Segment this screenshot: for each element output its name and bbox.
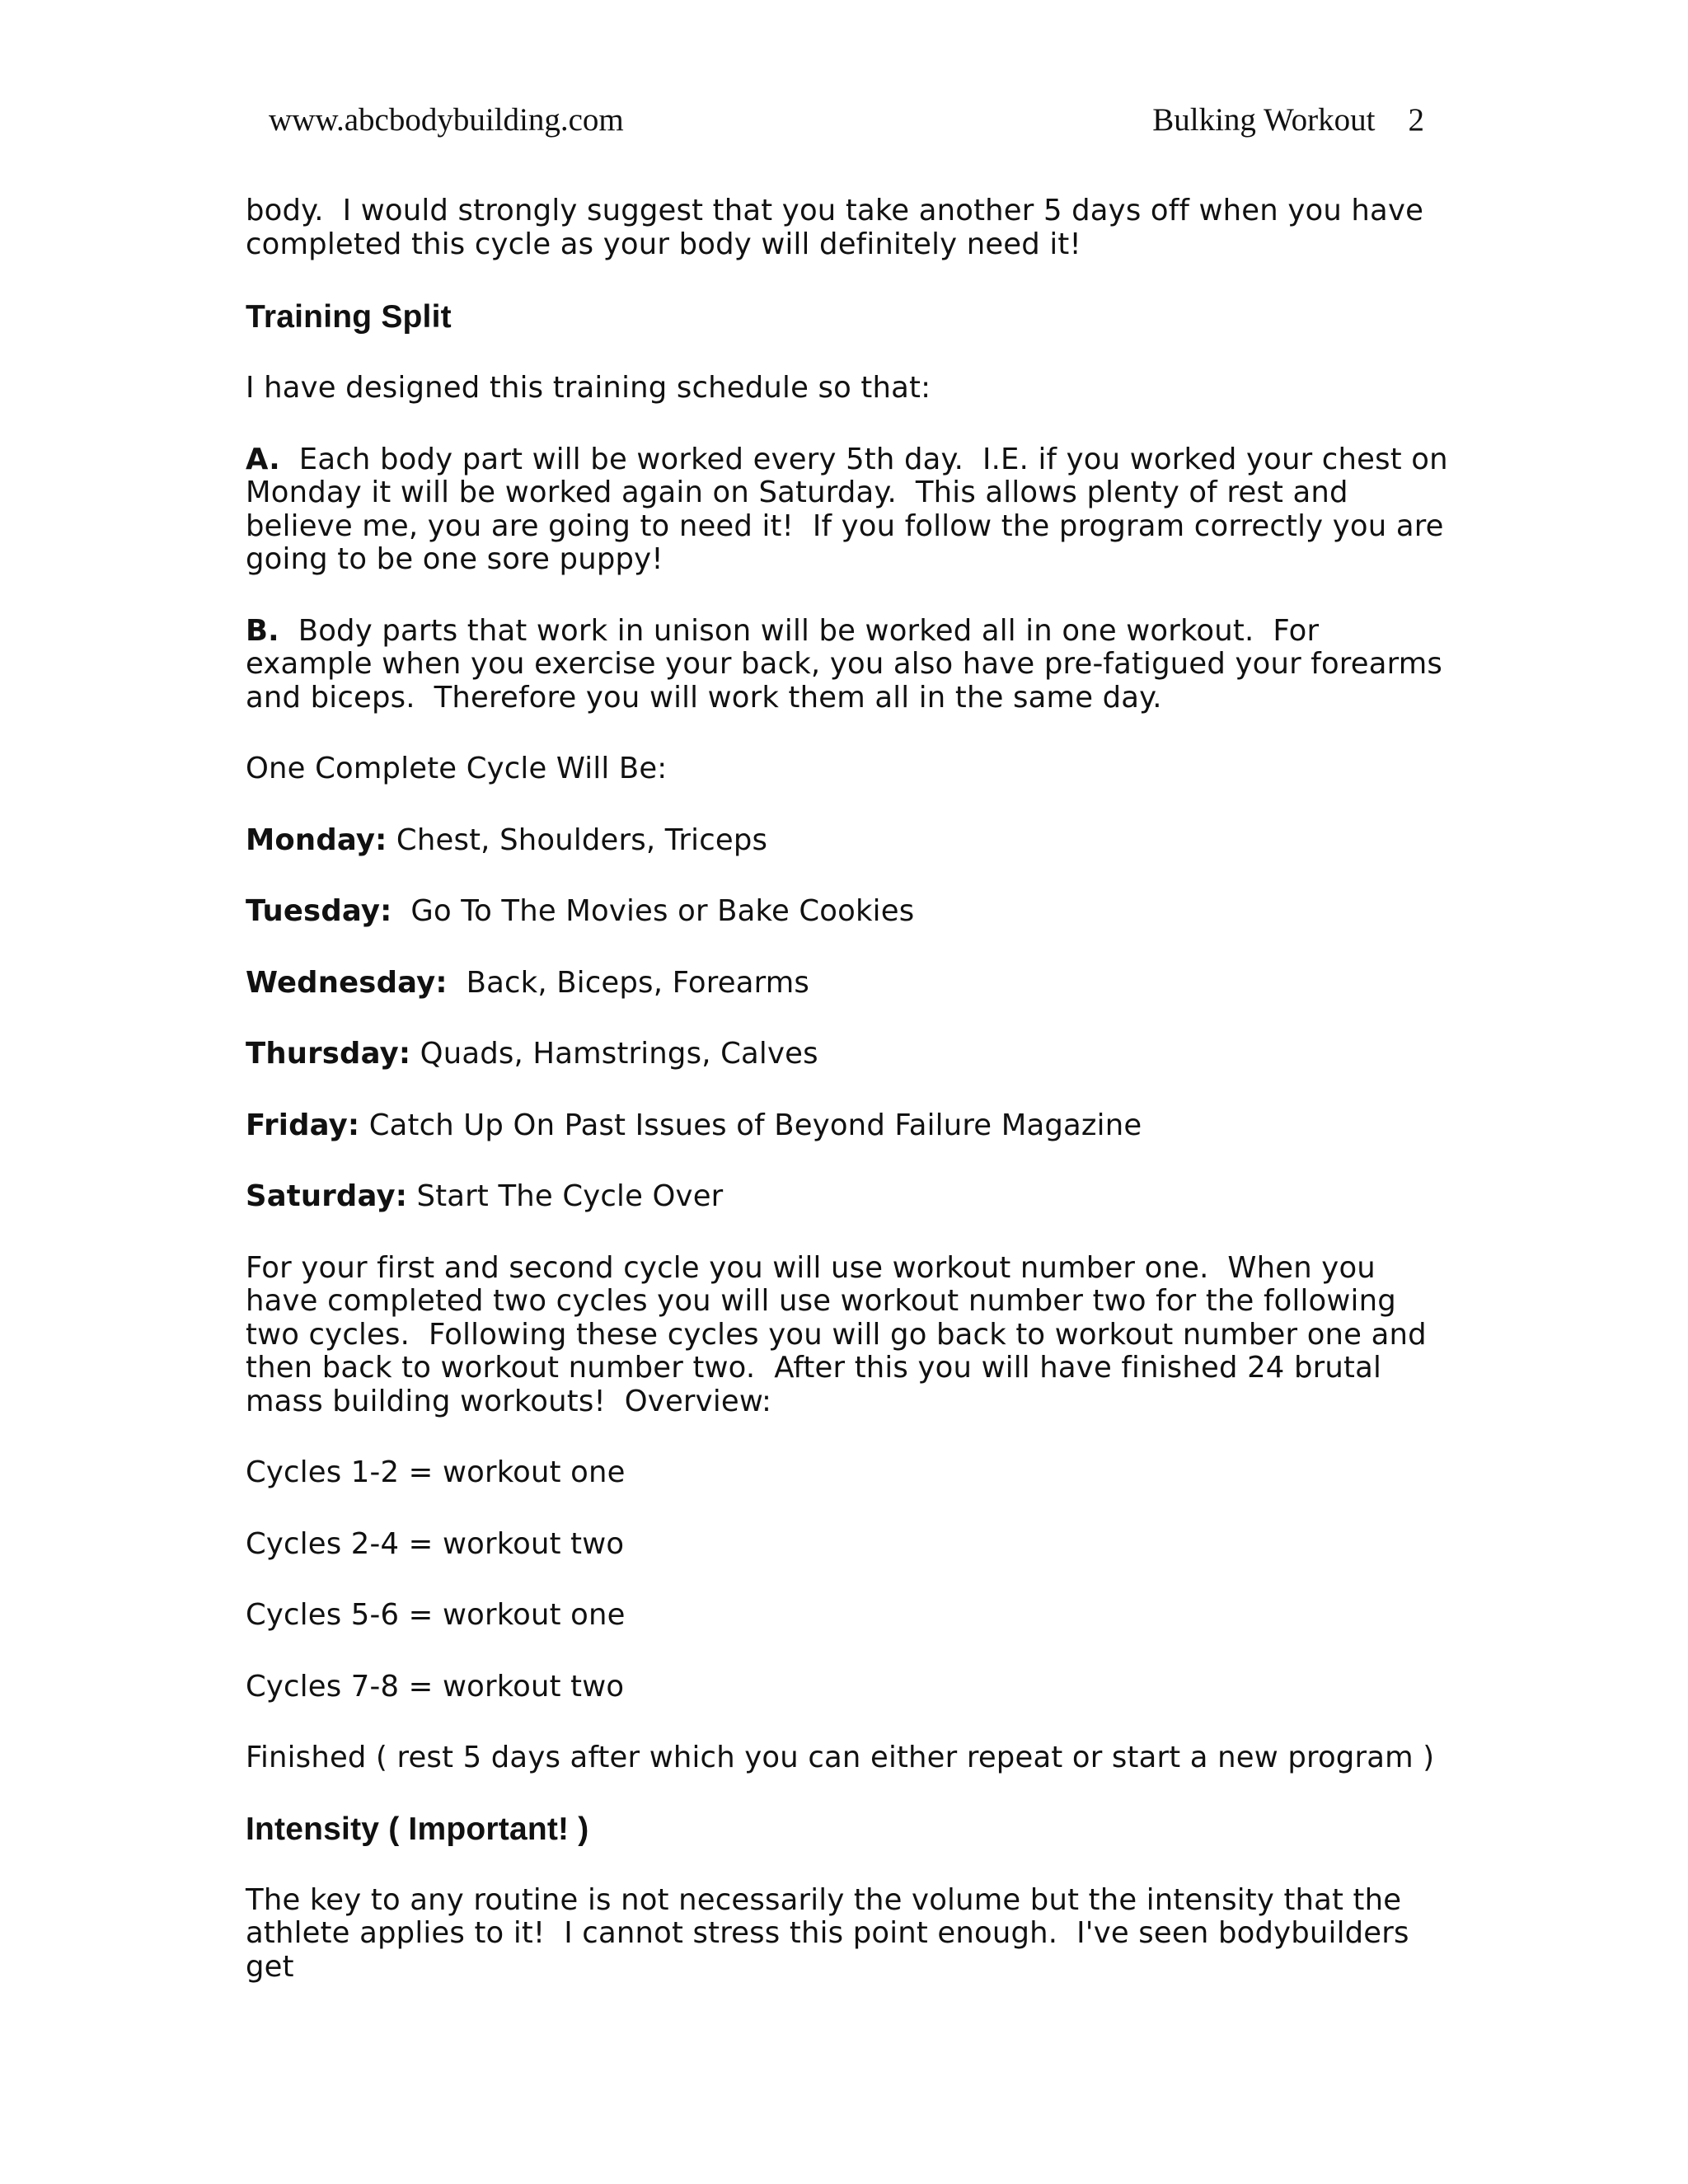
point-a-label: A. (246, 442, 280, 476)
training-split-lead: I have designed this training schedule so that: (246, 371, 931, 405)
day-activity: Quads, Hamstrings, Calves (410, 1037, 818, 1071)
document-body (246, 194, 1458, 2022)
point-b-text: Body parts that work in unison will be worked all in one workout. For example when you exercise your back, you also have pre-fatigued your forearms and biceps. Therefore you will work them all in the same day. (246, 613, 1452, 715)
cycle-lead: One Complete Cycle Will Be: (246, 752, 668, 785)
schedule-day-thursday (246, 1038, 1449, 1071)
schedule-day-saturday (246, 1180, 1449, 1214)
point-a-paragraph (246, 442, 1458, 577)
schedule-day-wednesday (246, 967, 1449, 1001)
point-b-paragraph (246, 613, 1452, 715)
point-a-text: Each body part will be worked every 5th day. I.E. if you worked your chest on Monday it will be worked again on Saturday. This allows plenty of rest and believe me, you are going to need it! If you follow the program correctly you are going to be one sore puppy! (246, 442, 1458, 576)
intensity-heading: Intensity ( Important! ) (246, 1811, 589, 1847)
point-b-label: B. (246, 613, 279, 648)
training-split-heading: Training Split (246, 299, 452, 335)
day-label: Friday: (246, 1108, 360, 1142)
cycles-paragraph: For your first and second cycle you will use workout number one. When you have completed two cycles you will use workout number two for the following two cycles. Following these cycles you will go back to workout number one and then back to workout number two. After this you will have finished 24 brutal mass building workouts! Overview: (246, 1250, 1437, 1418)
schedule-day-friday (246, 1109, 1449, 1143)
day-label: Wednesday: (246, 965, 448, 1000)
day-activity: Back, Biceps, Forearms (447, 965, 810, 1000)
overview-item: Cycles 5-6 = workout one (246, 1598, 626, 1632)
header-right (1152, 96, 1424, 145)
day-label: Tuesday: (246, 894, 392, 928)
day-activity: Start The Cycle Over (407, 1179, 724, 1213)
overview-item: Cycles 2-4 = workout two (246, 1526, 625, 1561)
day-activity: Chest, Shoulders, Triceps (387, 823, 768, 857)
day-activity: Catch Up On Past Issues of Beyond Failure Magazine (359, 1108, 1142, 1142)
intro-paragraph: body. I would strongly suggest that you take another 5 days off when you have completed this cycle as your body will definitely need it! (246, 194, 1433, 261)
overview-item: Cycles 1-2 = workout one (246, 1455, 626, 1489)
page-header (269, 96, 1424, 145)
overview-item: Cycles 7-8 = workout two (246, 1669, 625, 1704)
day-label: Monday: (246, 823, 387, 857)
intensity-paragraph: The key to any routine is not necessarily the volume but the intensity that the athlete applies to it! I cannot stress this point enough. I've seen bodybuilders get (246, 1882, 1419, 1984)
page-number: 2 (1408, 102, 1424, 138)
site-url: www.abcbodybuilding.com (269, 102, 624, 138)
schedule-day-monday (246, 824, 1449, 858)
overview-item: Finished ( rest 5 days after which you can either repeat or start a new program ) (246, 1741, 1435, 1774)
schedule-day-tuesday (246, 895, 1449, 929)
day-label: Saturday: (246, 1179, 408, 1213)
day-label: Thursday: (246, 1037, 411, 1071)
document-title: Bulking Workout (1152, 102, 1376, 138)
day-activity: Go To The Movies or Bake Cookies (392, 894, 915, 928)
